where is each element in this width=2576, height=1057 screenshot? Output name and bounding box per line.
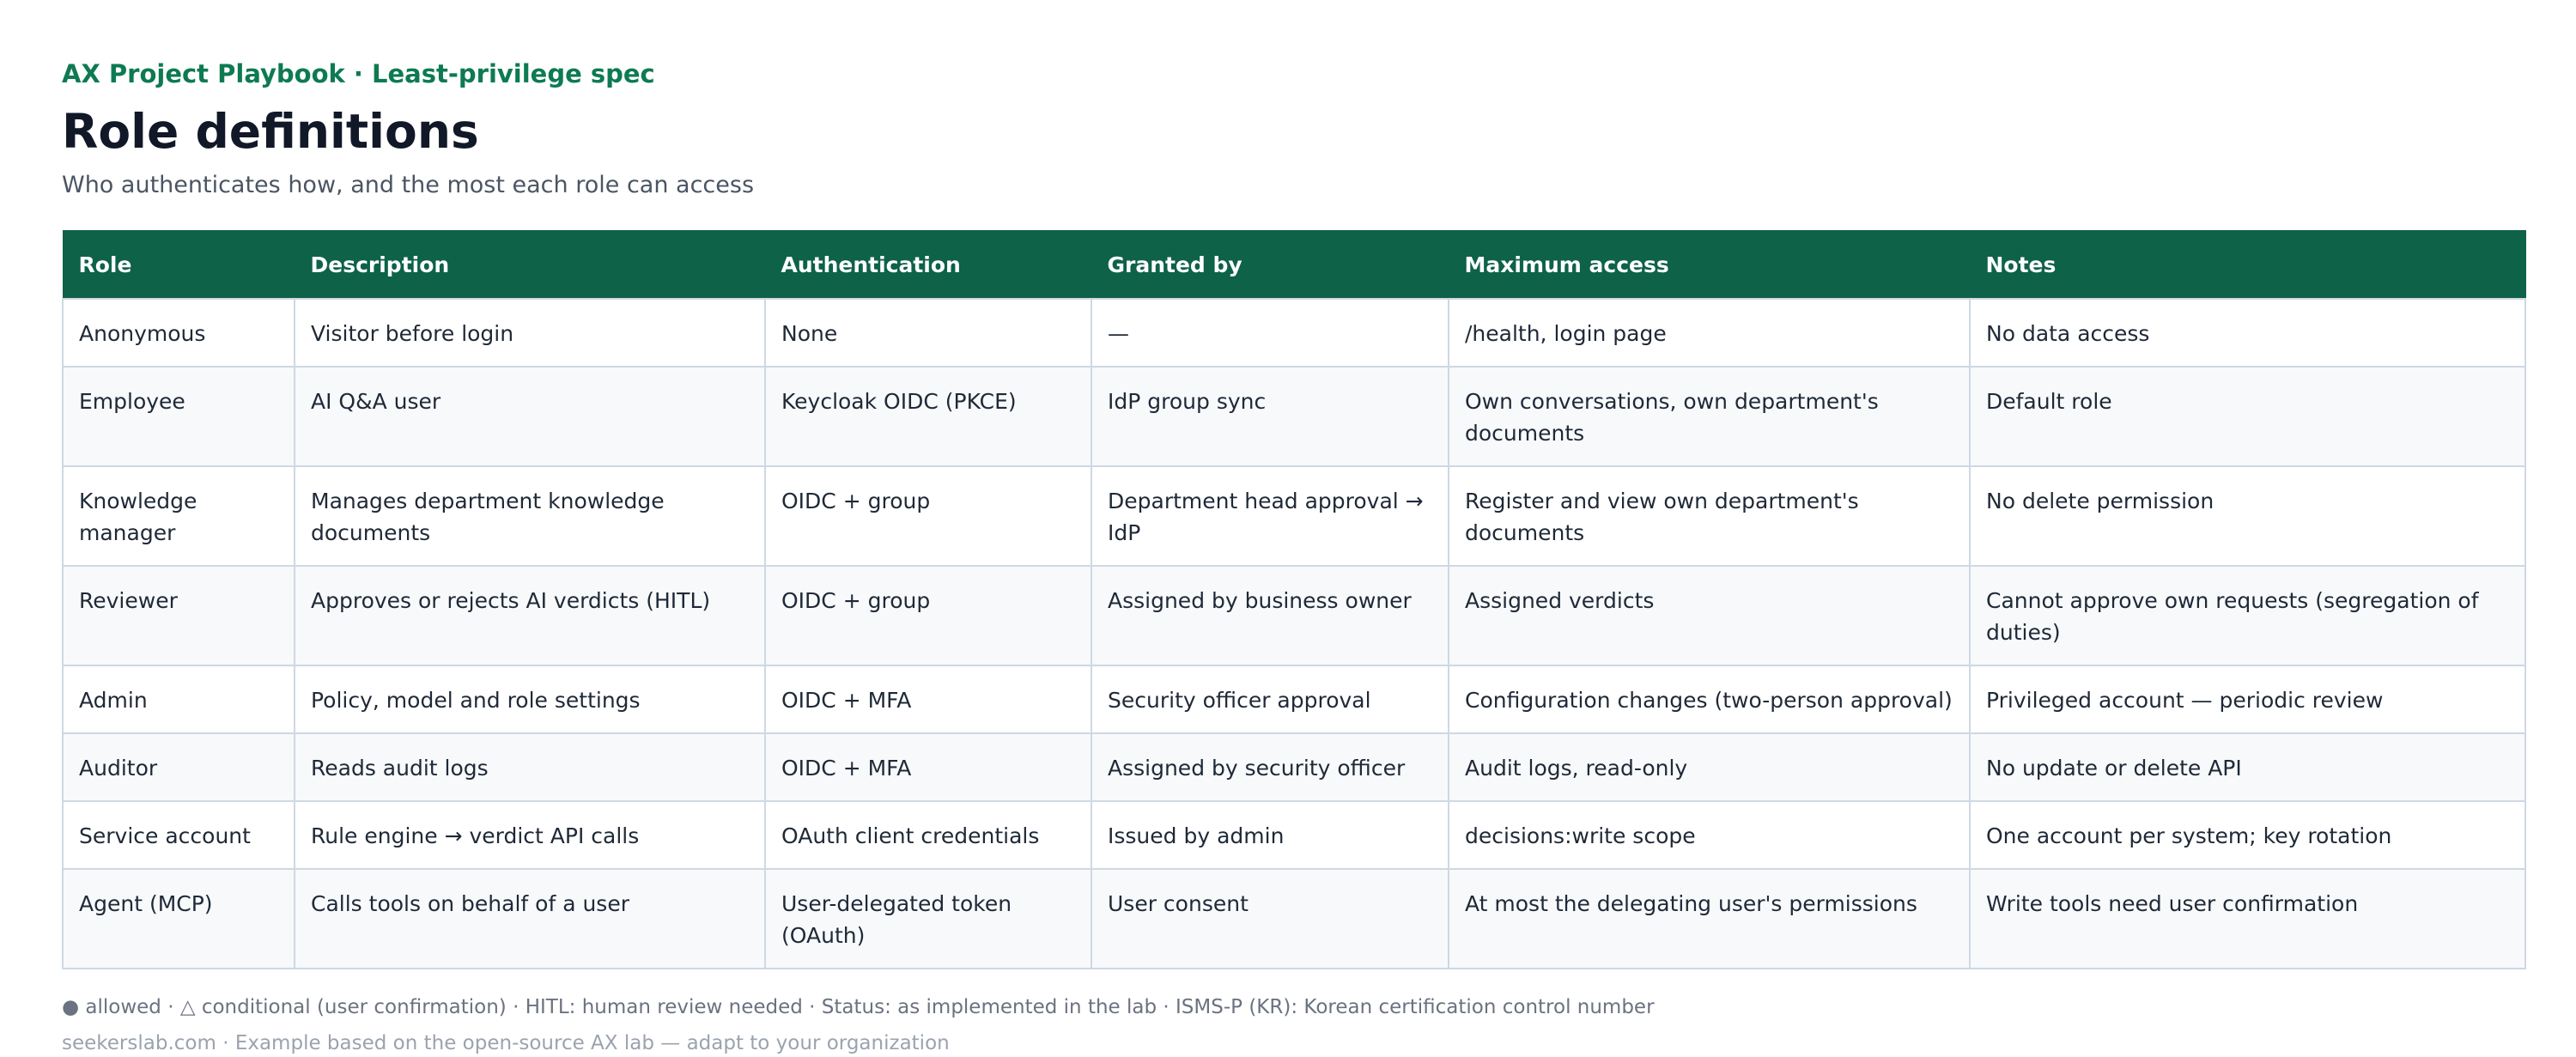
- cell-authentication: Keycloak OIDC (PKCE): [765, 367, 1091, 466]
- source-note: seekerslab.com · Example based on the open-source AX lab — adapt to your organization: [62, 1032, 950, 1054]
- cell-description: Policy, model and role settings: [295, 665, 765, 733]
- cell-notes: No data access: [1970, 299, 2525, 367]
- cell-maximum-access: Register and view own department's documents: [1449, 466, 1970, 566]
- column-header-description: Description: [295, 231, 765, 300]
- page-title: Role definitions: [62, 104, 479, 159]
- cell-description: Calls tools on behalf of a user: [295, 869, 765, 969]
- cell-role: Admin: [63, 665, 295, 733]
- cell-granted-by: Assigned by business owner: [1091, 566, 1449, 665]
- cell-maximum-access: decisions:write scope: [1449, 801, 1970, 869]
- column-header-authentication: Authentication: [765, 231, 1091, 300]
- cell-granted-by: Department head approval → IdP: [1091, 466, 1449, 566]
- cell-authentication: None: [765, 299, 1091, 367]
- table-header-row: [63, 231, 2525, 300]
- cell-maximum-access: Own conversations, own department's documents: [1449, 367, 1970, 466]
- role-definitions-table: [62, 230, 2526, 969]
- cell-role: Anonymous: [63, 299, 295, 367]
- cell-maximum-access: At most the delegating user's permissions: [1449, 869, 1970, 969]
- eyebrow-label: AX Project Playbook · Least-privilege spec: [62, 59, 655, 88]
- cell-description: Visitor before login: [295, 299, 765, 367]
- table-row: [63, 801, 2525, 869]
- cell-maximum-access: Audit logs, read-only: [1449, 733, 1970, 801]
- column-header-maximum-access: Maximum access: [1449, 231, 1970, 300]
- cell-description: Reads audit logs: [295, 733, 765, 801]
- cell-description: Approves or rejects AI verdicts (HITL): [295, 566, 765, 665]
- table-row: [63, 733, 2525, 801]
- cell-role: Service account: [63, 801, 295, 869]
- column-header-granted-by: Granted by: [1091, 231, 1449, 300]
- cell-notes: No delete permission: [1970, 466, 2525, 566]
- cell-authentication: OIDC + MFA: [765, 733, 1091, 801]
- table-header: [63, 231, 2525, 300]
- column-header-notes: Notes: [1970, 231, 2525, 300]
- table-body: [63, 299, 2525, 969]
- cell-notes: Write tools need user confirmation: [1970, 869, 2525, 969]
- cell-authentication: OIDC + group: [765, 566, 1091, 665]
- cell-notes: No update or delete API: [1970, 733, 2525, 801]
- cell-granted-by: IdP group sync: [1091, 367, 1449, 466]
- cell-granted-by: —: [1091, 299, 1449, 367]
- cell-maximum-access: Configuration changes (two-person approval): [1449, 665, 1970, 733]
- page-subtitle: Who authenticates how, and the most each role can access: [62, 172, 755, 198]
- cell-granted-by: Issued by admin: [1091, 801, 1449, 869]
- cell-granted-by: Security officer approval: [1091, 665, 1449, 733]
- cell-role: Reviewer: [63, 566, 295, 665]
- cell-notes: One account per system; key rotation: [1970, 801, 2525, 869]
- table-row: [63, 566, 2525, 665]
- cell-notes: Privileged account — periodic review: [1970, 665, 2525, 733]
- table-row: [63, 299, 2525, 367]
- table-row: [63, 869, 2525, 969]
- cell-description: AI Q&A user: [295, 367, 765, 466]
- table-row: [63, 367, 2525, 466]
- cell-role: Auditor: [63, 733, 295, 801]
- cell-granted-by: Assigned by security officer: [1091, 733, 1449, 801]
- cell-role: Employee: [63, 367, 295, 466]
- cell-authentication: OAuth client credentials: [765, 801, 1091, 869]
- cell-notes: Cannot approve own requests (segregation of duties): [1970, 566, 2525, 665]
- cell-maximum-access: Assigned verdicts: [1449, 566, 1970, 665]
- legend-footnote: ● allowed · △ conditional (user confirmation) · HITL: human review needed · Status: as implemented in the lab · ISMS-P (KR): Korean certification control number: [62, 996, 1655, 1018]
- cell-authentication: User-delegated token (OAuth): [765, 869, 1091, 969]
- cell-role: Knowledge manager: [63, 466, 295, 566]
- cell-authentication: OIDC + group: [765, 466, 1091, 566]
- cell-granted-by: User consent: [1091, 869, 1449, 969]
- table-row: [63, 466, 2525, 566]
- cell-notes: Default role: [1970, 367, 2525, 466]
- column-header-role: Role: [63, 231, 295, 300]
- table-row: [63, 665, 2525, 733]
- cell-maximum-access: /health, login page: [1449, 299, 1970, 367]
- cell-description: Rule engine → verdict API calls: [295, 801, 765, 869]
- cell-description: Manages department knowledge documents: [295, 466, 765, 566]
- cell-role: Agent (MCP): [63, 869, 295, 969]
- cell-authentication: OIDC + MFA: [765, 665, 1091, 733]
